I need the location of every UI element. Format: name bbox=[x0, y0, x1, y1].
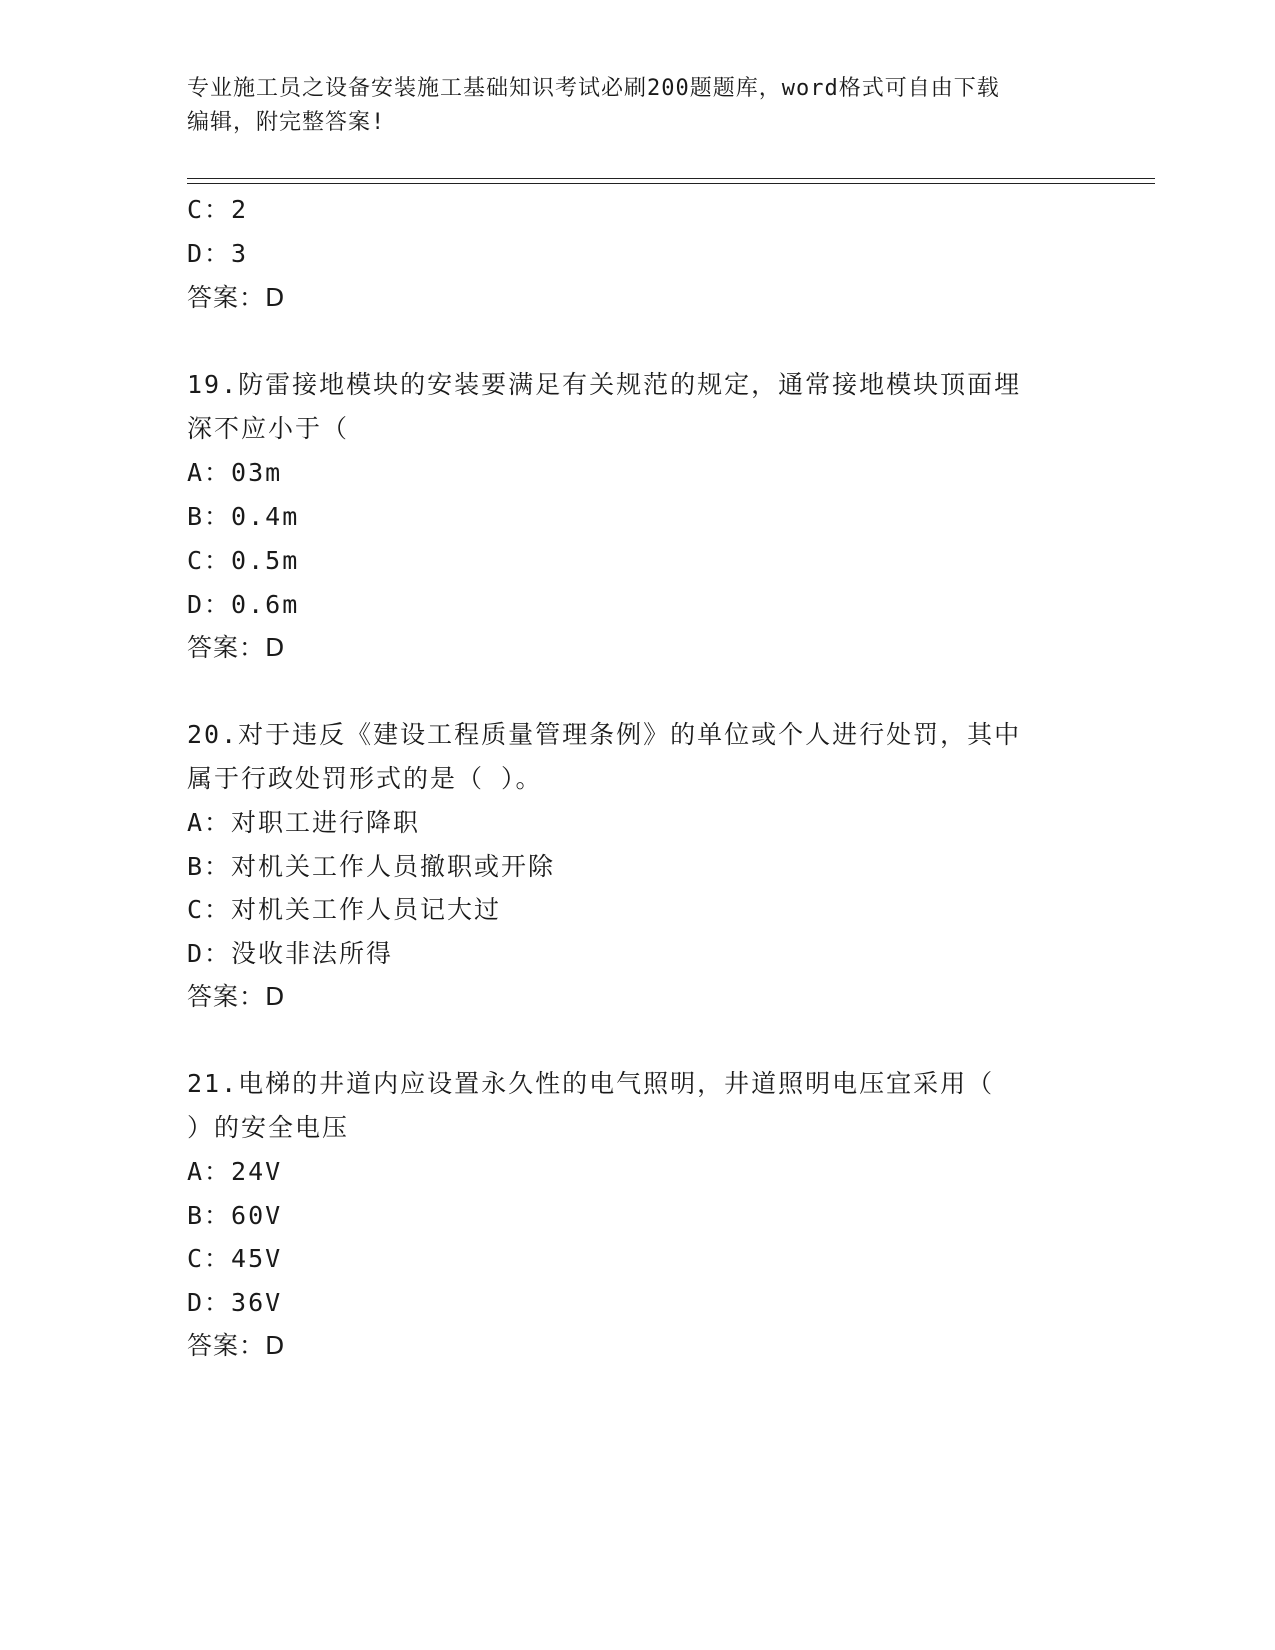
header-divider-top bbox=[187, 178, 1155, 179]
q18-option-d: D：3 bbox=[187, 239, 249, 268]
q19-stem-line-1: 19.防雷接地模块的安装要满足有关规范的规定，通常接地模块顶面埋 bbox=[187, 370, 1022, 399]
q18-option-c: C：2 bbox=[187, 195, 249, 224]
q19-stem-line-2: 深不应小于（ bbox=[187, 414, 350, 443]
q20-option-d: D：没收非法所得 bbox=[187, 939, 394, 968]
q21-option-b: B：60V bbox=[187, 1201, 283, 1230]
q21-option-c: C：45V bbox=[187, 1244, 283, 1273]
q21-stem-line-1: 21.电梯的井道内应设置永久性的电气照明，井道照明电压宜采用（ bbox=[187, 1069, 995, 1098]
q21-stem-line-2: ）的安全电压 bbox=[187, 1113, 350, 1142]
q19-option-b: B：0.4m bbox=[187, 502, 300, 531]
q21-option-a: A：24V bbox=[187, 1157, 283, 1186]
q19-option-c: C：0.5m bbox=[187, 546, 300, 575]
document-header bbox=[187, 72, 1087, 140]
q20-option-a: A：对职工进行降职 bbox=[187, 808, 421, 837]
q21-answer: 答案：D bbox=[187, 1331, 286, 1360]
q20-option-c: C：对机关工作人员记大过 bbox=[187, 895, 502, 924]
header-divider-bottom bbox=[187, 183, 1155, 184]
q21-option-d: D：36V bbox=[187, 1288, 283, 1317]
header-title-line-1: 专业施工员之设备安装施工基础知识考试必刷200题题库，word格式可自由下载 bbox=[187, 76, 1000, 101]
q18-answer: 答案：D bbox=[187, 283, 286, 312]
q19-option-a: A：03m bbox=[187, 458, 283, 487]
q19-answer: 答案：D bbox=[187, 633, 286, 662]
q19-option-d: D：0.6m bbox=[187, 590, 300, 619]
header-title-line-2: 编辑，附完整答案! bbox=[187, 110, 386, 135]
q20-stem-line-1: 20.对于违反《建设工程质量管理条例》的单位或个人进行处罚，其中 bbox=[187, 720, 1022, 749]
q20-option-b: B：对机关工作人员撤职或开除 bbox=[187, 852, 556, 881]
q20-stem-line-2: 属于行政处罚形式的是（ ）。 bbox=[187, 764, 543, 793]
q20-answer: 答案：D bbox=[187, 982, 286, 1011]
